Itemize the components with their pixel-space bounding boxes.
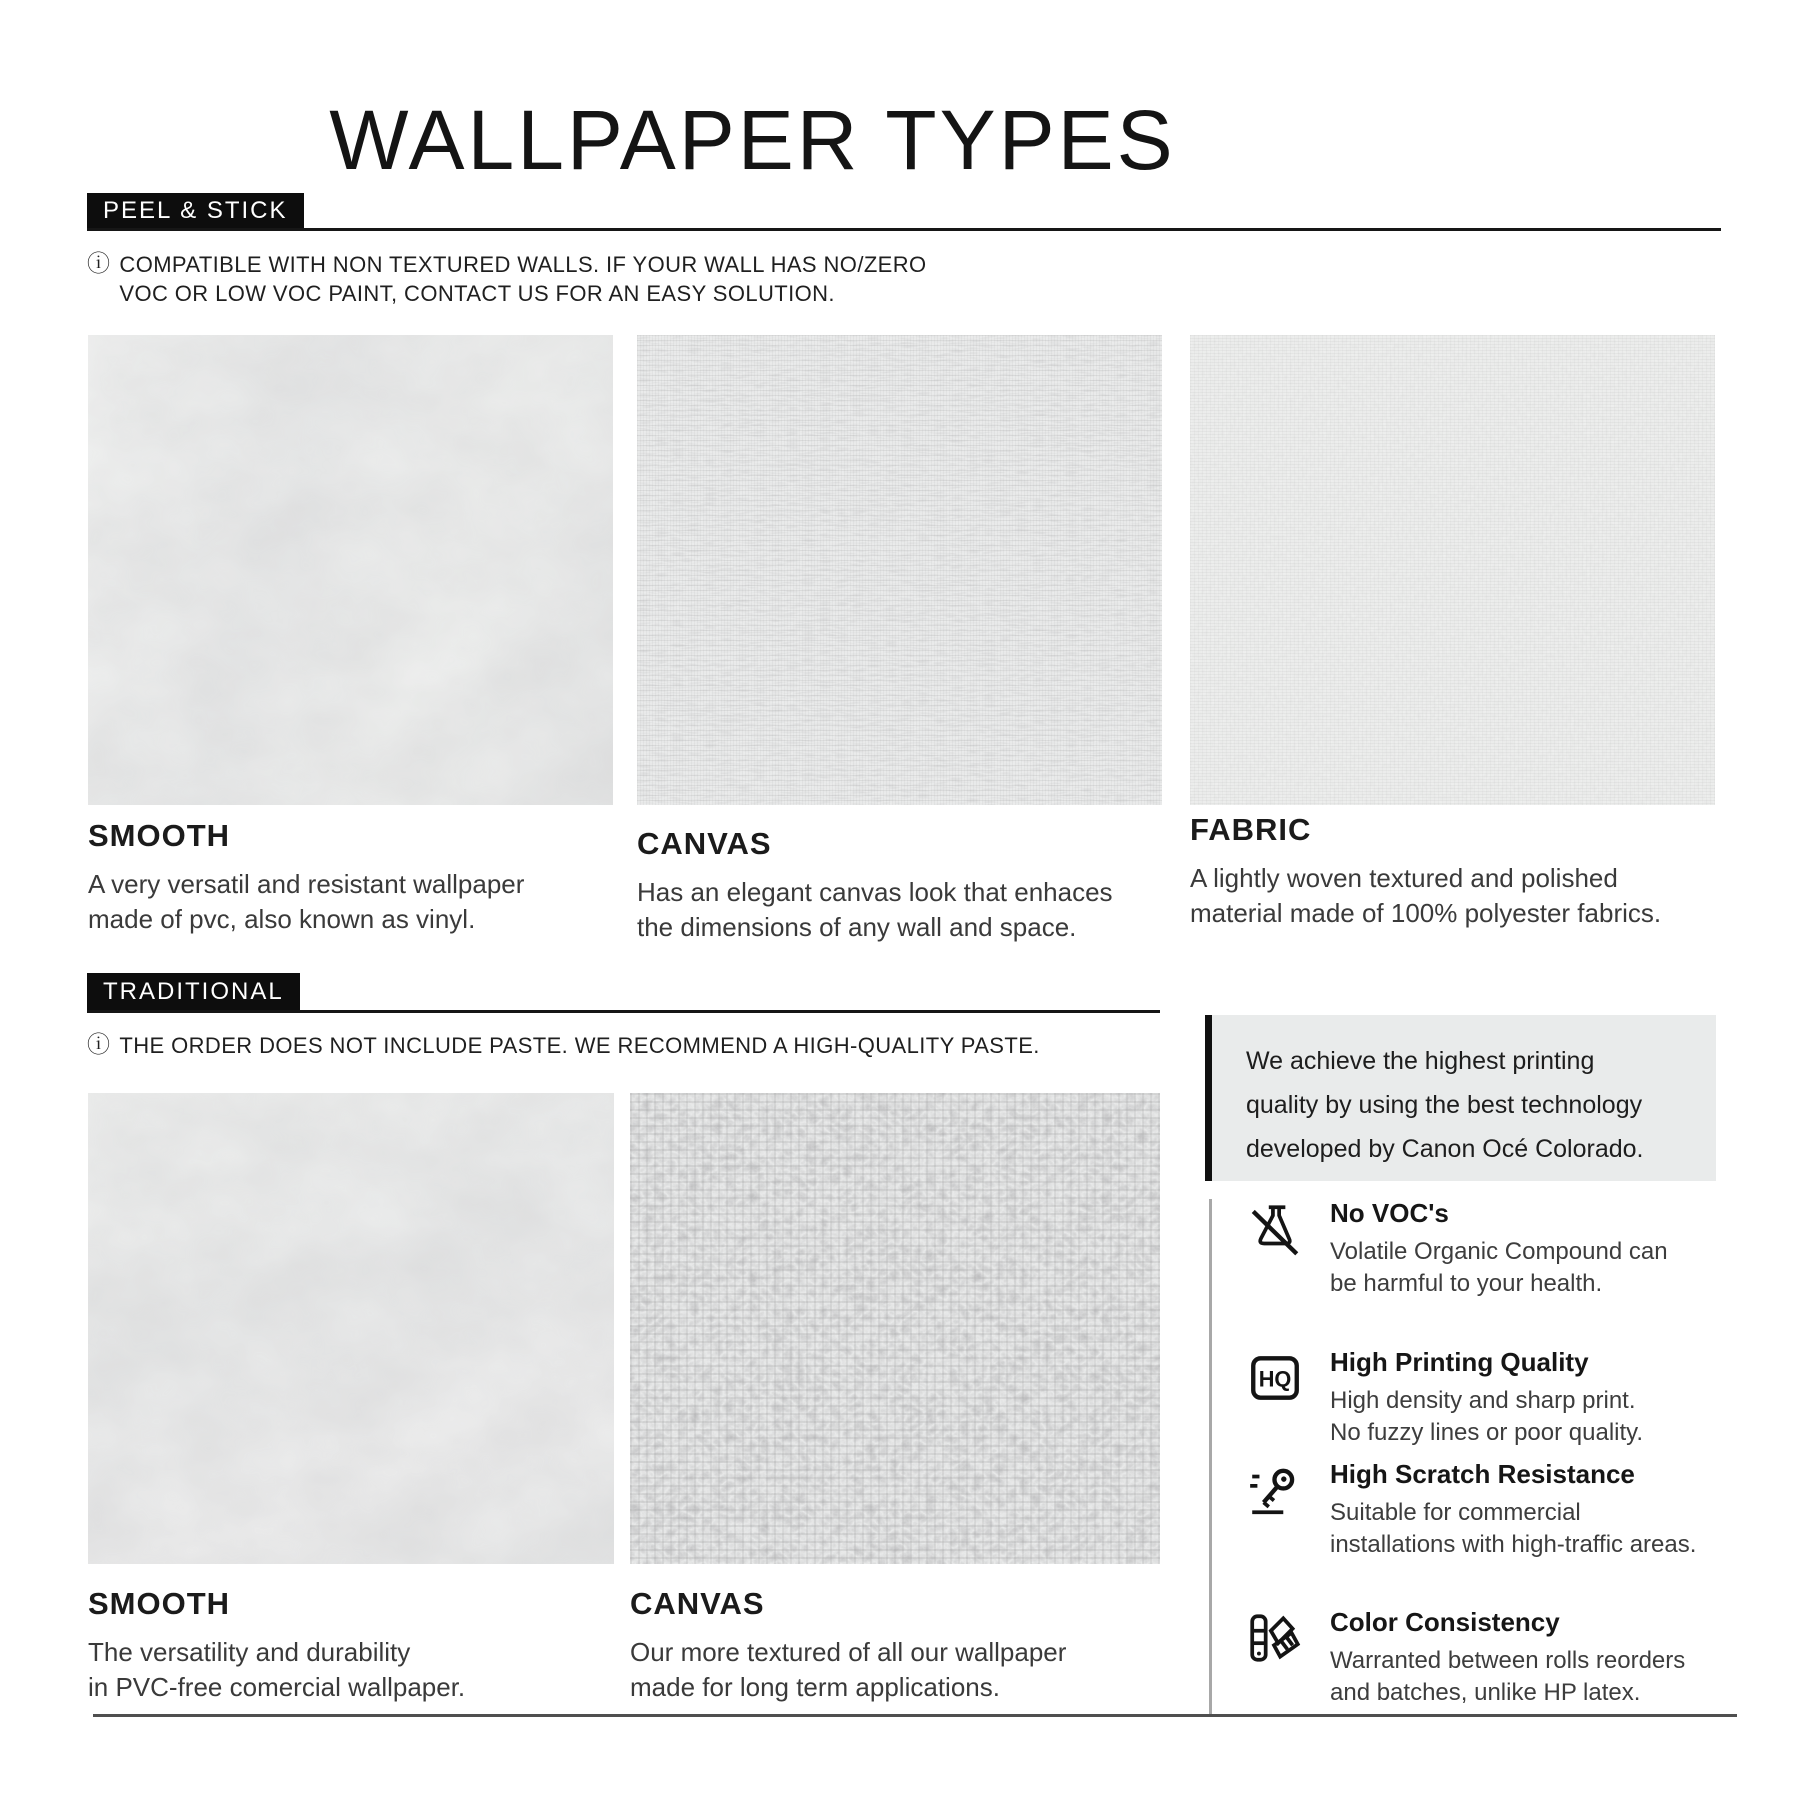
swatch-image-smooth-traditional <box>88 1093 614 1564</box>
feature-color-consistency <box>1246 1607 1746 1709</box>
swatch-title: SMOOTH <box>88 818 231 853</box>
feature-desc-line: No fuzzy lines or poor quality. <box>1330 1419 1644 1446</box>
feature-high-scratch-resistance <box>1246 1459 1746 1561</box>
swatch-image-canvas-traditional <box>630 1093 1160 1564</box>
note-line: THE ORDER DOES NOT INCLUDE PASTE. WE RECOMMEND A HIGH-QUALITY PASTE. <box>119 1033 1040 1058</box>
feature-desc-line: Warranted between rolls reorders <box>1330 1647 1686 1674</box>
feature-desc-line: Volatile Organic Compound can <box>1330 1238 1668 1265</box>
swatch-desc-line: A very versatil and resistant wallpaper <box>88 869 525 899</box>
swatch-desc-line: made for long term applications. <box>630 1672 1000 1702</box>
scratch-key-icon <box>1246 1461 1304 1519</box>
swatch-caption <box>1190 812 1735 931</box>
features-divider-line <box>1209 1199 1212 1714</box>
note-line: VOC OR LOW VOC PAINT, CONTACT US FOR AN EASY SOLUTION. <box>119 281 835 306</box>
quality-line: quality by using the best technology <box>1246 1091 1643 1119</box>
swatch-desc-line: A lightly woven textured and polished <box>1190 863 1618 893</box>
swatch-desc-line: the dimensions of any wall and space. <box>637 912 1077 942</box>
swatch-caption <box>630 1586 1175 1705</box>
swatch-desc-line: The versatility and durability <box>88 1637 411 1667</box>
swatch-desc-line: made of pvc, also known as vinyl. <box>88 904 476 934</box>
quality-line: We achieve the highest printing <box>1246 1047 1595 1075</box>
page-title: WALLPAPER TYPES <box>329 93 1176 187</box>
feature-desc-line: Suitable for commercial <box>1330 1499 1581 1526</box>
note-line: COMPATIBLE WITH NON TEXTURED WALLS. IF YOUR WALL HAS NO/ZERO <box>119 252 927 277</box>
quality-line: developed by Canon Océ Colorado. <box>1246 1135 1644 1163</box>
bottom-rule <box>93 1714 1737 1717</box>
swatch-caption <box>637 826 1182 945</box>
feature-desc-line: High density and sharp print. <box>1330 1387 1636 1414</box>
traditional-rule <box>87 973 1160 1013</box>
swatch-caption <box>88 1586 633 1705</box>
peel-stick-rule <box>87 193 1721 231</box>
swatch-desc-line: in PVC-free comercial wallpaper. <box>88 1672 466 1702</box>
swatch-desc-line: Our more textured of all our wallpaper <box>630 1637 1067 1667</box>
feature-desc-line: be harmful to your health. <box>1330 1270 1603 1297</box>
swatch-image-fabric-peel-stick <box>1190 335 1715 805</box>
feature-desc-line: and batches, unlike HP latex. <box>1330 1679 1641 1706</box>
traditional-label: TRADITIONAL <box>87 973 300 1010</box>
feature-no-vocs <box>1246 1198 1746 1300</box>
swatch-title: SMOOTH <box>88 1586 231 1621</box>
printing-quality-callout <box>1205 1015 1716 1181</box>
info-icon: ⓘ <box>87 1032 111 1058</box>
swatch-image-canvas-peel-stick <box>637 335 1162 805</box>
swatch-desc-line: material made of 100% polyester fabrics. <box>1190 898 1662 928</box>
feature-title: No VOC's <box>1330 1198 1449 1228</box>
swatch-desc-line: Has an elegant canvas look that enhaces <box>637 877 1113 907</box>
swatch-caption <box>88 818 633 937</box>
peel-stick-label: PEEL & STICK <box>87 193 304 228</box>
feature-title: High Scratch Resistance <box>1330 1459 1635 1489</box>
swatch-title: CANVAS <box>630 1586 765 1621</box>
info-icon: ⓘ <box>87 251 111 277</box>
swatch-image-smooth-peel-stick <box>88 335 613 805</box>
hq-badge-icon <box>1246 1349 1304 1407</box>
feature-title: Color Consistency <box>1330 1607 1560 1637</box>
hq-icon-text: HQ <box>1258 1366 1292 1392</box>
peel-stick-note <box>87 250 927 308</box>
swatch-title: CANVAS <box>637 826 772 861</box>
swatch-title: FABRIC <box>1190 812 1312 847</box>
color-swatch-fan-icon <box>1246 1609 1304 1667</box>
feature-desc-line: installations with high-traffic areas. <box>1330 1531 1697 1558</box>
no-voc-flask-icon <box>1246 1200 1304 1258</box>
traditional-note <box>87 1031 1040 1060</box>
feature-title: High Printing Quality <box>1330 1347 1589 1377</box>
feature-high-printing-quality <box>1246 1347 1746 1449</box>
